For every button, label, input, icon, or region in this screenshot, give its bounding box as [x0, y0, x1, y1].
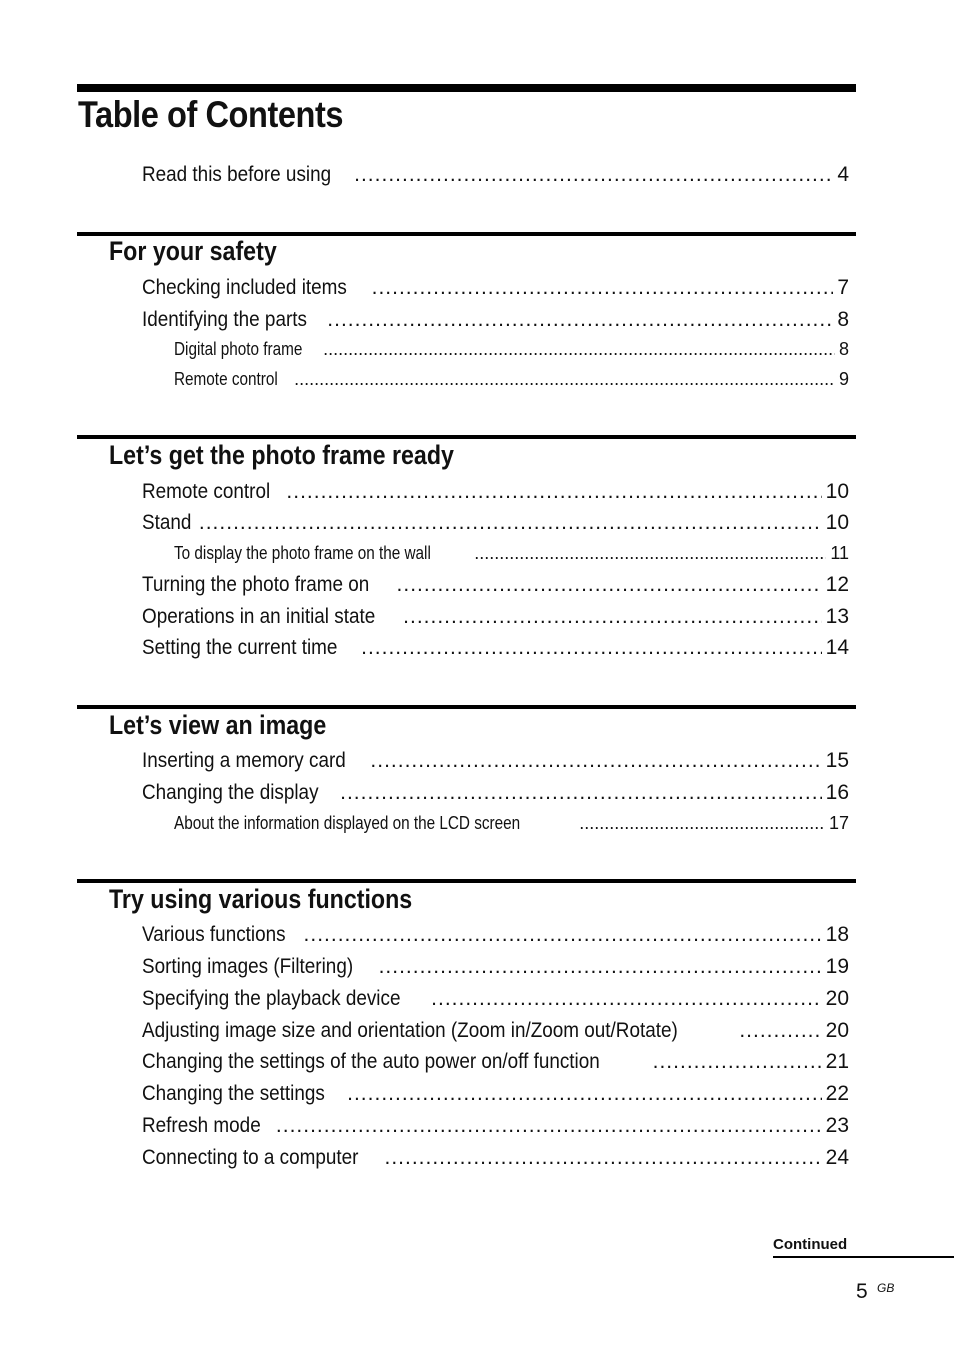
- toc-page-number: 19: [825, 955, 849, 978]
- title-rule: [77, 84, 856, 92]
- toc-entry-label: To display the photo frame on the wall: [174, 543, 431, 563]
- toc-entry[interactable]: [142, 163, 849, 191]
- page-language-suffix: GB: [877, 1281, 895, 1295]
- toc-page-number: 18: [825, 923, 849, 946]
- toc-entry-label: Inserting a memory card: [142, 749, 346, 772]
- toc-entry[interactable]: [142, 511, 849, 539]
- toc-subentry[interactable]: [174, 813, 849, 837]
- toc-page-number: 17: [828, 813, 849, 833]
- toc-subentry[interactable]: [174, 369, 849, 393]
- toc-entry[interactable]: [142, 1050, 849, 1078]
- toc-entry[interactable]: [142, 1019, 849, 1047]
- toc-entry[interactable]: [142, 276, 849, 304]
- dot-leader: [397, 573, 822, 597]
- toc-page-number: 7: [837, 276, 849, 299]
- toc-entry-label: Connecting to a computer: [142, 1146, 359, 1169]
- dot-leader: [327, 308, 833, 332]
- dot-leader: [340, 781, 822, 805]
- toc-entry-label: Digital photo frame: [174, 339, 303, 359]
- toc-page-number: 20: [825, 987, 849, 1010]
- toc-entry[interactable]: [142, 636, 849, 664]
- page-title: Table of Contents: [78, 94, 344, 135]
- toc-page-number: 8: [837, 308, 849, 331]
- toc-entry[interactable]: [142, 923, 849, 951]
- toc-page-number: 14: [825, 636, 849, 659]
- dot-leader: [370, 749, 821, 773]
- toc-entry-label: Sorting images (Filtering): [142, 955, 354, 978]
- toc-page-number: 15: [825, 749, 849, 772]
- dot-leader: [403, 605, 821, 629]
- section-rule: [77, 879, 856, 883]
- toc-entry[interactable]: [142, 1146, 849, 1174]
- toc-page-number: 23: [825, 1114, 849, 1137]
- continued-rule: [773, 1256, 954, 1258]
- section-heading: Try using various functions: [109, 884, 413, 914]
- dot-leader: [347, 1082, 822, 1106]
- toc-entry-label: Various functions: [142, 923, 286, 946]
- toc-entry-label: Changing the settings of the auto power on/off function: [142, 1050, 600, 1073]
- toc-subentry[interactable]: [174, 339, 849, 363]
- toc-entry-label: Changing the settings: [142, 1082, 325, 1105]
- toc-entry-label: Refresh mode: [142, 1114, 261, 1137]
- dot-leader: [474, 543, 826, 564]
- toc-entry[interactable]: [142, 987, 849, 1015]
- toc-entry-label: Operations in an initial state: [142, 605, 376, 628]
- dot-leader: [379, 955, 822, 979]
- toc-page-number: 11: [830, 543, 849, 563]
- toc-page-number: 8: [838, 339, 849, 359]
- dot-leader: [739, 1019, 821, 1043]
- toc-entry[interactable]: [142, 1082, 849, 1110]
- dot-leader: [431, 987, 821, 1011]
- toc-page-number: 10: [825, 480, 849, 503]
- section-heading: Let’s view an image: [109, 710, 327, 740]
- section-rule: [77, 435, 856, 439]
- dot-leader: [199, 511, 822, 535]
- toc-page-number: 13: [825, 605, 849, 628]
- dot-leader: [361, 636, 822, 660]
- toc-page-number: 10: [825, 511, 849, 534]
- dot-leader: [304, 923, 822, 947]
- toc-entry[interactable]: [142, 749, 849, 777]
- toc-entry-label: Changing the display: [142, 781, 319, 804]
- toc-page-number: 16: [825, 781, 849, 804]
- toc-page-number: 12: [825, 573, 849, 596]
- toc-entry-label: Setting the current time: [142, 636, 338, 659]
- section-rule: [77, 705, 856, 709]
- toc-entry[interactable]: [142, 573, 849, 601]
- toc-entry[interactable]: [142, 605, 849, 633]
- toc-entry[interactable]: [142, 955, 849, 983]
- toc-entry-label: Remote control: [174, 369, 278, 389]
- toc-entry-label: Read this before using: [142, 163, 332, 186]
- dot-leader: [354, 163, 833, 187]
- toc-entry-label: Checking included items: [142, 276, 347, 299]
- toc-entry[interactable]: [142, 781, 849, 809]
- dot-leader: [384, 1146, 821, 1170]
- toc-subentry[interactable]: [174, 543, 849, 567]
- page-number: 5: [856, 1280, 868, 1303]
- dot-leader: [579, 813, 825, 834]
- toc-entry[interactable]: [142, 308, 849, 336]
- toc-entry[interactable]: [142, 1114, 849, 1142]
- toc-page-number: 22: [825, 1082, 849, 1105]
- toc-page-number: 24: [825, 1146, 849, 1169]
- dot-leader: [323, 339, 835, 360]
- dot-leader: [276, 1114, 822, 1138]
- toc-page-number: 21: [825, 1050, 849, 1073]
- toc-entry[interactable]: [142, 480, 849, 508]
- toc-page-number: 4: [837, 163, 849, 186]
- toc-entry-label: Specifying the playback device: [142, 987, 401, 1010]
- toc-page-number: 20: [825, 1019, 849, 1042]
- dot-leader: [294, 369, 835, 390]
- dot-leader: [653, 1050, 822, 1074]
- toc-page-number: 9: [838, 369, 849, 389]
- dot-leader: [372, 276, 834, 300]
- toc-entry-label: Remote control: [142, 480, 271, 503]
- toc-entry-label: Turning the photo frame on: [142, 573, 370, 596]
- dot-leader: [286, 480, 821, 504]
- toc-entry-label: Stand: [142, 511, 192, 534]
- section-heading: For your safety: [109, 236, 277, 266]
- toc-entry-label: Adjusting image size and orientation (Zoom in/Zoom out/Rotate): [142, 1019, 678, 1042]
- section-heading: Let’s get the photo frame ready: [109, 440, 454, 470]
- continued-label: Continued: [773, 1236, 848, 1253]
- toc-entry-label: Identifying the parts: [142, 308, 307, 331]
- toc-entry-label: About the information displayed on the LCD screen: [174, 813, 521, 833]
